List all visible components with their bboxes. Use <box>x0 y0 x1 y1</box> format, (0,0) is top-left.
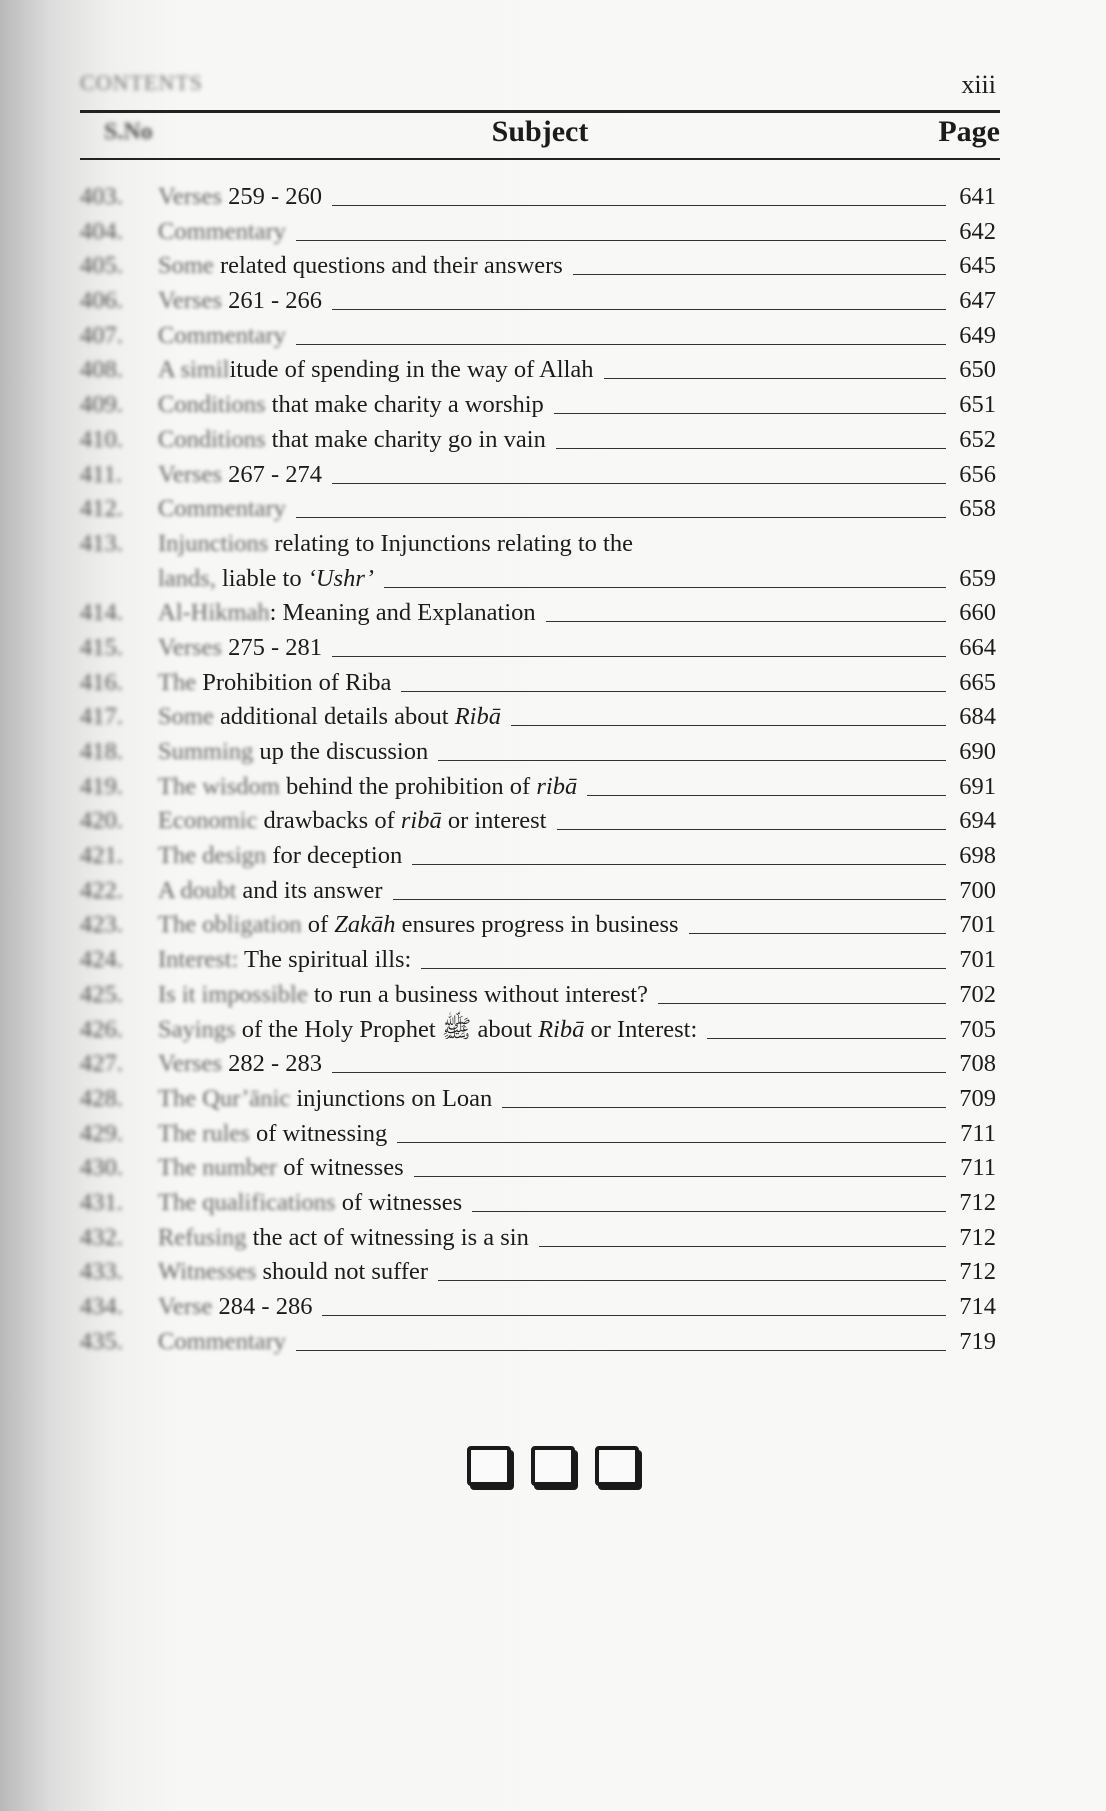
entry-subject-start: Witnesses <box>158 1258 257 1286</box>
entry-subject-rest: that make charity a worship <box>265 391 544 419</box>
dot-leader <box>472 1210 946 1212</box>
entry-subject <box>158 876 383 906</box>
entry-subject-start: The qualifications <box>158 1188 336 1216</box>
entry-subject <box>158 460 322 490</box>
entry-subject-start: Verse <box>158 1293 213 1320</box>
entry-subject <box>158 1015 697 1045</box>
dot-leader <box>689 932 946 934</box>
toc-entry <box>80 251 996 286</box>
entry-subject <box>158 806 547 836</box>
entry-subject-rest: 261 - 266 <box>221 287 323 315</box>
entry-subject <box>158 945 411 975</box>
entry-number: 416. <box>80 668 123 696</box>
entry-number: 423. <box>80 911 123 939</box>
toc-entry <box>80 668 996 703</box>
dot-leader <box>332 1071 946 1073</box>
entry-subject-rest: 282 - 283 <box>221 1050 323 1078</box>
entry-number: 403. <box>80 183 123 210</box>
entry-subject-rest: relating to Injunctions relating to the <box>268 529 633 557</box>
entry-subject-rest: and its answer <box>236 876 383 904</box>
entry-page: 719 <box>959 1327 996 1355</box>
entry-subject-start: The Qur’ānic <box>158 1084 291 1112</box>
dot-leader <box>707 1037 946 1039</box>
entry-number: 421. <box>80 842 123 870</box>
dot-leader <box>438 1279 946 1281</box>
dot-leader <box>397 1141 946 1143</box>
entry-page: 712 <box>959 1188 996 1216</box>
dot-leader <box>322 1314 946 1316</box>
entry-page: 705 <box>959 1015 996 1043</box>
entry-subject-start: Interest: <box>158 946 239 974</box>
entry-page: 709 <box>959 1084 996 1112</box>
entry-subject <box>158 772 577 802</box>
dot-leader <box>296 516 946 518</box>
entry-number: 434. <box>80 1293 123 1320</box>
entry-number: 410. <box>80 425 123 453</box>
entry-number: 426. <box>80 1015 123 1043</box>
entry-number: 407. <box>80 321 123 349</box>
running-title: CONTENTS <box>80 70 203 95</box>
entry-subject <box>158 841 402 871</box>
toc-entry <box>80 702 996 737</box>
entry-number: 414. <box>80 599 123 627</box>
entry-page: 712 <box>959 1258 996 1286</box>
toc-entry <box>80 980 996 1015</box>
dot-leader <box>556 447 946 449</box>
entry-subject-start: The design <box>158 842 267 870</box>
entry-number: 431. <box>80 1188 123 1216</box>
entry-subject-rest: 259 - 260 <box>221 183 323 210</box>
entry-subject-start: Economic <box>158 807 258 835</box>
toc-entry <box>80 529 996 564</box>
entry-page: 652 <box>959 425 996 453</box>
entry-number: 422. <box>80 876 123 904</box>
toc-list <box>80 182 996 1361</box>
entry-subject-rest: : Meaning and Explanation <box>269 599 536 627</box>
page-number: xiii <box>961 70 996 99</box>
toc-entry <box>80 286 996 321</box>
entry-subject-start: Injunctions <box>158 529 269 557</box>
dot-leader <box>332 204 946 206</box>
entry-subject <box>158 702 501 732</box>
toc-entry <box>80 182 996 217</box>
entry-subject-start: Verses <box>158 460 222 488</box>
entry-page: 660 <box>959 599 996 627</box>
entry-page: 700 <box>959 876 996 904</box>
entry-subject-rest: 267 - 274 <box>221 460 323 488</box>
dot-leader <box>296 343 946 345</box>
entry-number: 418. <box>80 738 123 765</box>
entry-subject-start: The number <box>158 1154 278 1182</box>
entry-subject-rest: up the discussion <box>253 738 429 765</box>
entry-subject-start: Some <box>158 703 214 731</box>
entry-subject <box>158 390 544 420</box>
toc-entry <box>80 1327 996 1362</box>
entry-subject-start: Summing <box>158 738 254 765</box>
entry-subject-start: Verses <box>158 183 222 210</box>
entry-page: 690 <box>959 738 996 765</box>
entry-page: 694 <box>959 807 996 835</box>
entry-subject <box>158 1119 387 1149</box>
entry-page: 714 <box>959 1293 996 1320</box>
entry-subject <box>158 321 286 351</box>
toc-entry <box>80 494 996 529</box>
entry-page: 711 <box>960 1119 996 1147</box>
toc-entry <box>80 355 996 390</box>
entry-subject-rest: should not suffer <box>256 1258 429 1286</box>
entry-number: 415. <box>80 633 123 661</box>
toc-entry <box>80 1188 996 1223</box>
entry-subject-rest: of witnessing <box>249 1119 388 1147</box>
entry-subject-start: Verses <box>158 287 222 315</box>
entry-subject-rest: Prohibition of Riba <box>196 668 392 696</box>
entry-subject-rest: drawbacks of ribā or interest <box>257 807 547 835</box>
toc-entry <box>80 737 996 772</box>
entry-subject-start: Commentary <box>158 495 286 523</box>
entry-subject-start: Some <box>158 252 214 280</box>
toc-entry <box>80 460 996 495</box>
entry-subject-start: Is it impossible <box>158 980 308 1008</box>
running-head <box>80 68 1000 100</box>
entry-page: 702 <box>959 980 996 1008</box>
dot-leader <box>502 1106 946 1108</box>
column-sno: S.No <box>104 119 153 145</box>
entry-subject-rest: injunctions on Loan <box>290 1084 493 1112</box>
dot-leader <box>539 1245 946 1247</box>
entry-subject-start: Al-Hikmah <box>158 599 270 627</box>
entry-number: 406. <box>80 287 123 315</box>
entry-subject-rest: additional details about Ribā <box>213 703 501 731</box>
column-subject: Subject <box>491 115 589 148</box>
toc-entry <box>80 564 996 599</box>
entry-number: 432. <box>80 1223 123 1251</box>
entry-number: 425. <box>80 980 123 1008</box>
entry-subject <box>158 668 391 698</box>
entry-subject <box>158 633 322 663</box>
toc-entry <box>80 1257 996 1292</box>
entry-number: 435. <box>80 1327 123 1355</box>
column-header <box>80 113 1000 157</box>
entry-subject-start: Commentary <box>158 1327 286 1355</box>
entry-number: 413. <box>80 529 123 557</box>
column-page: Page <box>938 115 1000 148</box>
toc-entry <box>80 1292 996 1327</box>
dot-leader <box>332 655 946 657</box>
dot-leader <box>438 759 946 761</box>
entry-subject-start: Commentary <box>158 217 286 245</box>
toc-entry <box>80 321 996 356</box>
entry-page: 658 <box>959 495 996 523</box>
dot-leader <box>332 308 946 310</box>
toc-entry <box>80 217 996 252</box>
entry-subject-rest: of witnesses <box>335 1188 463 1216</box>
dot-leader <box>546 620 946 622</box>
entry-subject <box>158 529 633 559</box>
toc-entry <box>80 1049 996 1084</box>
entry-page: 649 <box>959 321 996 349</box>
toc-entry <box>80 598 996 633</box>
entry-subject-start: The <box>158 668 197 696</box>
entry-subject <box>158 494 286 524</box>
entry-page: 665 <box>959 668 996 696</box>
dot-leader <box>604 377 946 379</box>
square-ornament-icon <box>467 1446 511 1486</box>
entry-number: 427. <box>80 1050 123 1078</box>
dot-leader <box>393 898 946 900</box>
toc-entry <box>80 425 996 460</box>
entry-subject <box>158 737 428 767</box>
entry-subject <box>158 1084 492 1114</box>
entry-subject-start: A doubt <box>158 876 237 904</box>
entry-subject-start: Verses <box>158 1050 222 1078</box>
entry-subject-rest: of witnesses <box>277 1154 404 1182</box>
dot-leader <box>296 239 946 241</box>
entry-page: 650 <box>959 356 996 384</box>
dot-leader <box>557 828 947 830</box>
header-rule <box>80 158 1000 160</box>
entry-subject-start: The rules <box>158 1119 250 1147</box>
toc-entry <box>80 1119 996 1154</box>
entry-number: 420. <box>80 807 123 835</box>
dot-leader <box>573 273 946 275</box>
entry-number: 404. <box>80 217 123 245</box>
dot-leader <box>401 690 946 692</box>
square-ornament-icon <box>531 1446 575 1486</box>
entry-number: 424. <box>80 946 123 974</box>
dot-leader <box>296 1349 946 1351</box>
entry-subject-rest: of the Holy Prophet ﷺ about Ribā or Interest: <box>235 1015 698 1043</box>
dot-leader <box>554 412 946 414</box>
entry-page: 712 <box>959 1223 996 1251</box>
toc-entry <box>80 772 996 807</box>
entry-subject <box>158 1223 529 1253</box>
entry-subject-start: The obligation <box>158 911 302 939</box>
entry-number: 412. <box>80 495 123 523</box>
entry-number: 409. <box>80 391 123 419</box>
entry-number: 419. <box>80 772 123 800</box>
entry-subject-rest: 284 - 286 <box>212 1293 313 1320</box>
entry-subject-rest: The spiritual ills: <box>238 946 412 974</box>
entry-number: 408. <box>80 356 123 384</box>
entry-page: 691 <box>959 772 996 800</box>
entry-subject-start: The wisdom <box>158 772 280 800</box>
entry-page: 664 <box>959 633 996 661</box>
square-ornament-icon <box>595 1446 639 1486</box>
entry-subject-start: Conditions <box>158 425 266 453</box>
dot-leader <box>414 1175 946 1177</box>
entry-subject-rest: the act of witnessing is a sin <box>246 1223 529 1251</box>
entry-subject-rest: itude of spending in the way of Allah <box>229 356 594 384</box>
entry-subject <box>158 598 536 628</box>
entry-subject-rest: 275 - 281 <box>221 633 323 661</box>
dot-leader <box>511 724 946 726</box>
end-ornament <box>467 1446 639 1486</box>
entry-page: 641 <box>959 183 996 210</box>
entry-page: 656 <box>959 460 996 488</box>
entry-page: 711 <box>960 1154 996 1182</box>
entry-subject <box>158 251 563 281</box>
entry-number: 405. <box>80 252 123 280</box>
dot-leader <box>332 482 946 484</box>
entry-page: 701 <box>959 946 996 974</box>
entry-page: 642 <box>959 217 996 245</box>
entry-page: 708 <box>959 1050 996 1078</box>
entry-subject-start: A simil <box>158 356 230 384</box>
entry-subject <box>158 182 322 212</box>
entry-subject-rest: behind the prohibition of ribā <box>279 772 578 800</box>
entry-subject <box>158 355 594 385</box>
entry-page: 684 <box>959 703 996 731</box>
entry-subject <box>158 217 286 247</box>
entry-subject <box>158 910 679 940</box>
entry-number: 411. <box>80 460 122 488</box>
toc-entry <box>80 1153 996 1188</box>
entry-subject-rest: of Zakāh ensures progress in business <box>301 911 679 939</box>
toc-entry <box>80 876 996 911</box>
entry-page: 647 <box>959 287 996 315</box>
entry-subject <box>158 564 374 594</box>
entry-subject <box>158 286 322 316</box>
dot-leader <box>587 794 946 796</box>
entry-subject-start: Sayings <box>158 1015 236 1043</box>
entry-subject-start: Commentary <box>158 321 286 349</box>
entry-subject <box>158 1049 322 1079</box>
entry-subject <box>158 980 648 1010</box>
toc-entry <box>80 633 996 668</box>
toc-entry <box>80 945 996 980</box>
entry-subject <box>158 1188 462 1218</box>
entry-subject-rest: to run a business without interest? <box>307 980 648 1008</box>
dot-leader <box>658 1002 946 1004</box>
toc-entry <box>80 910 996 945</box>
entry-subject-start: lands, <box>158 564 216 592</box>
toc-entry <box>80 1084 996 1119</box>
entry-page: 698 <box>959 842 996 870</box>
entry-subject-start: Refusing <box>158 1223 247 1251</box>
entry-page: 701 <box>959 911 996 939</box>
entry-subject-start: Verses <box>158 633 222 661</box>
entry-subject-rest: that make charity go in vain <box>265 425 546 453</box>
entry-number: 417. <box>80 703 123 731</box>
entry-subject <box>158 1257 428 1287</box>
entry-number: 430. <box>80 1154 123 1182</box>
toc-entry <box>80 390 996 425</box>
entry-subject-rest: liable to ‘Ushr’ <box>215 564 374 592</box>
entry-page: 651 <box>959 391 996 419</box>
toc-entry <box>80 841 996 876</box>
entry-subject-rest: for deception <box>266 842 403 870</box>
entry-subject <box>158 1153 404 1183</box>
dot-leader <box>412 863 946 865</box>
toc-entry <box>80 1015 996 1050</box>
entry-subject-rest: related questions and their answers <box>213 252 563 280</box>
toc-entry <box>80 1223 996 1258</box>
entry-number: 428. <box>80 1084 123 1112</box>
entry-number: 429. <box>80 1119 123 1147</box>
entry-page: 659 <box>959 564 996 592</box>
entry-subject <box>158 1292 312 1322</box>
entry-page: 645 <box>959 252 996 280</box>
entry-subject-start: Conditions <box>158 391 266 419</box>
entry-subject <box>158 1327 286 1357</box>
toc-entry <box>80 806 996 841</box>
dot-leader <box>384 586 946 588</box>
entry-number: 433. <box>80 1258 123 1286</box>
dot-leader <box>421 967 946 969</box>
entry-subject <box>158 425 546 455</box>
